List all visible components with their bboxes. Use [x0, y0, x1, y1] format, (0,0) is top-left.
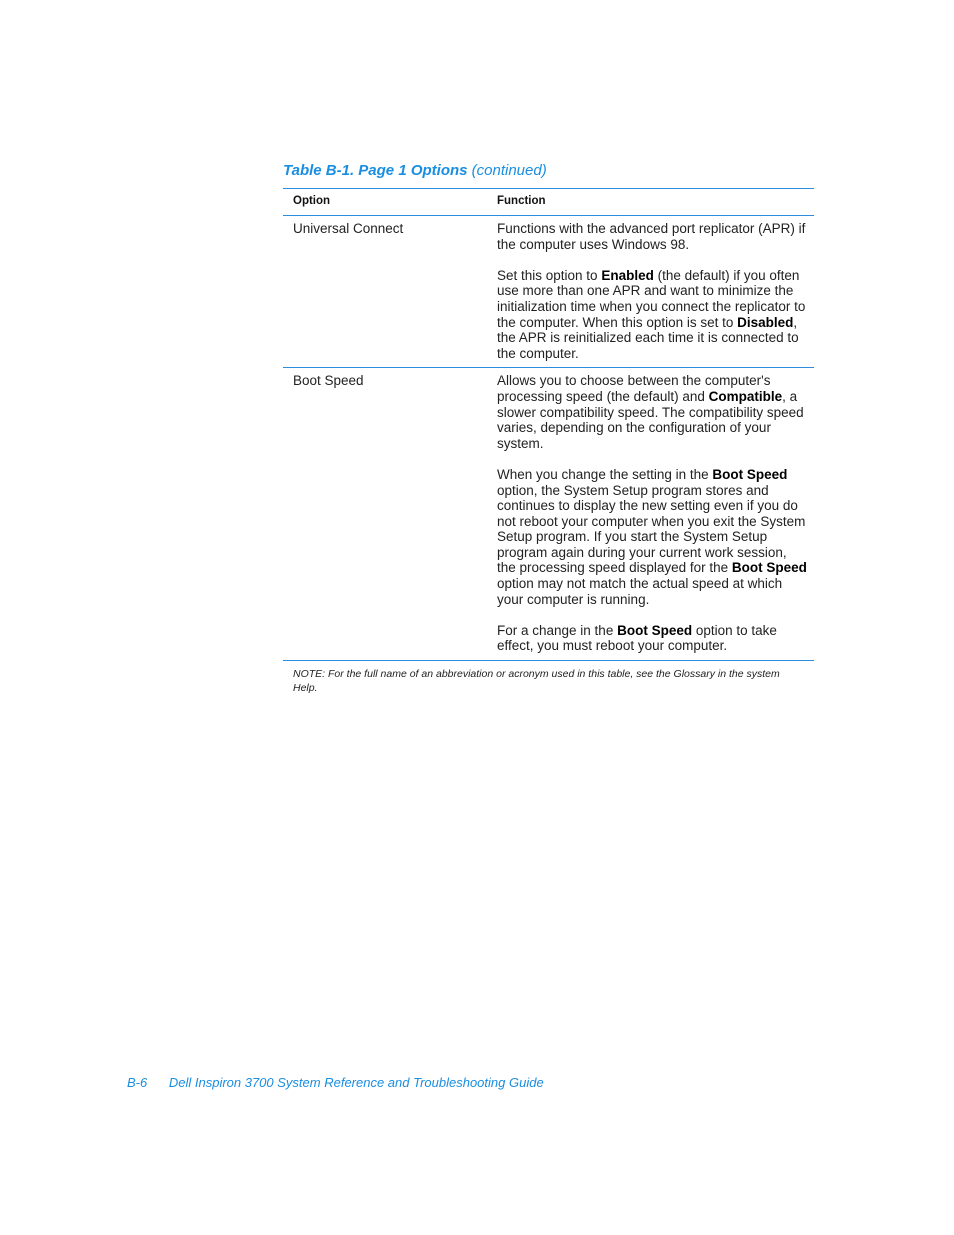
table-header	[283, 189, 814, 215]
page-footer	[127, 1075, 544, 1090]
table-row	[283, 368, 814, 660]
table-caption-continued: (continued)	[471, 162, 547, 179]
function-paragraph: Allows you to choose between the computer's processing speed (the default) and Compatible, a slower compatibility speed. The compatibility speed varies, depending on the configuration of your system.	[497, 373, 804, 451]
row-function-universal-connect	[497, 221, 807, 361]
function-paragraph: Set this option to Enabled (the default) if you often use more than one APR and want to minimize the initialization time when you connect the replicator to the computer. When this option is set to Disabled, the APR is reinitialized each time it is connected to the computer.	[497, 267, 806, 361]
header-function: Function	[497, 195, 546, 207]
header-option: Option	[293, 195, 331, 207]
setting-name: Boot Speed	[617, 622, 693, 638]
setting-name: Boot Speed	[731, 560, 807, 576]
table-caption-label: Table B-1. Page 1 Options	[283, 162, 468, 179]
row-option-boot-speed: Boot Speed	[293, 373, 364, 389]
function-paragraph: When you change the setting in the Boot Speed option, the System Setup program stores and continues to display the new setting even if you do not reboot your computer when you exit the System Setup program. If you start the System Setup program again during your current work session, the processing speed displayed for the Boot Speed option may not match the actual speed at which your computer is running.	[497, 466, 807, 607]
table-caption	[283, 162, 547, 179]
row-function-boot-speed	[497, 373, 807, 654]
function-paragraph: Functions with the advanced port replicator (APR) if the computer uses Windows 98.	[497, 221, 806, 252]
setting-name: Compatible	[708, 388, 783, 404]
setting-name: Disabled	[737, 314, 794, 330]
options-table	[283, 188, 814, 695]
function-paragraph: For a change in the Boot Speed option to take effect, you must reboot your computer.	[497, 622, 777, 654]
table-row	[283, 216, 814, 367]
document-title: Dell Inspiron 3700 System Reference and Troubleshooting Guide	[168, 1075, 544, 1090]
table-bottom-rule	[283, 660, 814, 661]
table-note: NOTE: For the full name of an abbreviation or acronym used in this table, see the Glossary in the system Help.	[293, 668, 780, 695]
setting-name: Enabled	[601, 267, 654, 283]
setting-name: Boot Speed	[712, 466, 788, 482]
row-option-universal-connect: Universal Connect	[293, 221, 404, 236]
page-number: B-6	[127, 1075, 148, 1090]
